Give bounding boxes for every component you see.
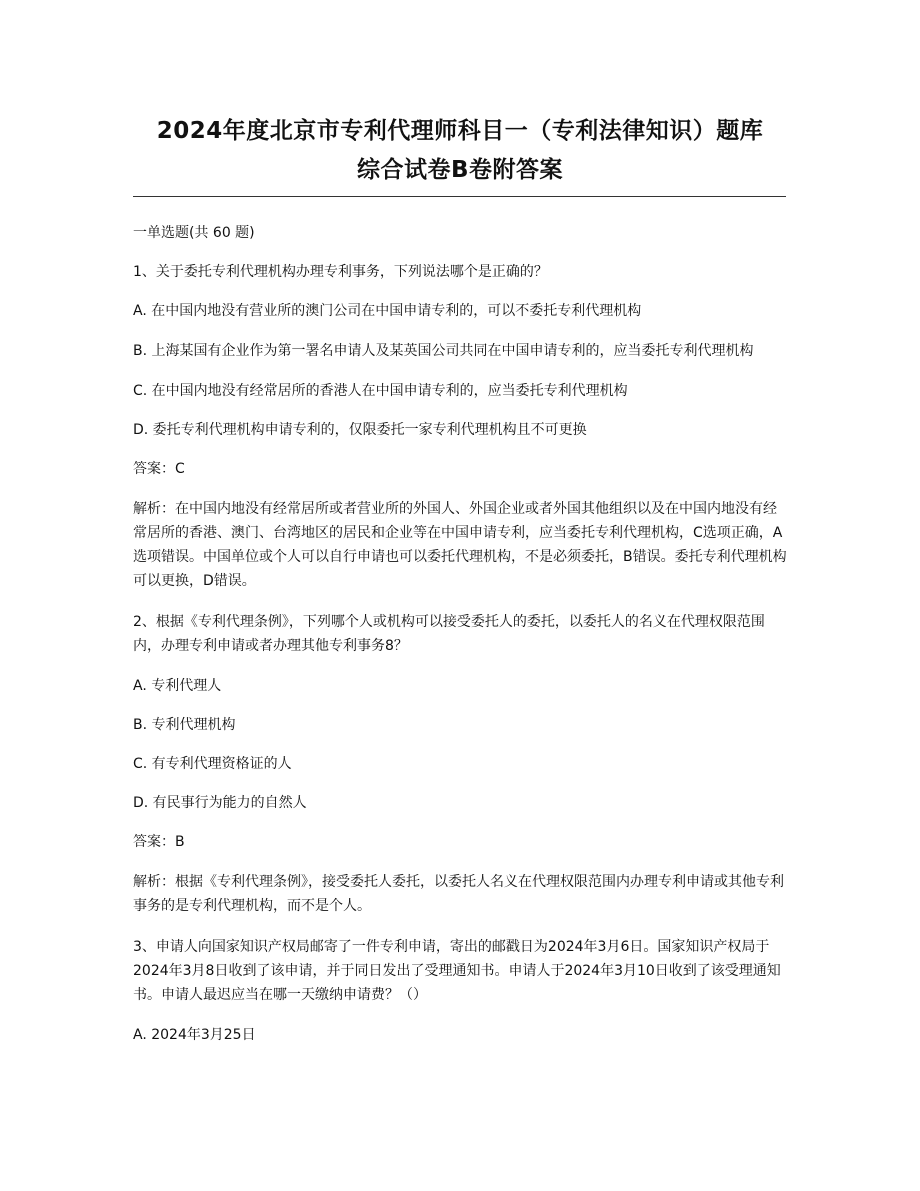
title-divider bbox=[133, 196, 786, 197]
question-1-stem: 1、关于委托专利代理机构办理专利事务，下列说法哪个是正确的？ bbox=[133, 264, 548, 280]
question-2-answer: 答案：B bbox=[133, 834, 185, 850]
question-3-stem: 3、申请人向国家知识产权局邮寄了一件专利申请，寄出的邮戳日为2024年3月6日。国家知识产权局于2024年3月8日收到了该申请，并于同日发出了受理通知书。申请人于2024年3月10日收到了该受理通知书。申请人最迟应当在哪一天缴纳申请费？（） bbox=[133, 939, 781, 1003]
question-1-option-c: C. 在中国内地没有经常居所的香港人在中国申请专利的，应当委托专利代理机构 bbox=[133, 383, 628, 399]
title-line-2: 综合试卷B卷附答案 bbox=[356, 157, 564, 183]
question-3-option-a: A. 2024年3月25日 bbox=[133, 1027, 256, 1043]
question-1-option-a: A. 在中国内地没有营业所的澳门公司在中国申请专利的，可以不委托专利代理机构 bbox=[133, 303, 642, 319]
question-2-option-b: B. 专利代理机构 bbox=[133, 717, 236, 733]
question-2-stem: 2、根据《专利代理条例》，下列哪个人或机构可以接受委托人的委托，以委托人的名义在代理权限范围内，办理专利申请或者办理其他专利事务8？ bbox=[133, 614, 765, 654]
question-2-option-c: C. 有专利代理资格证的人 bbox=[133, 756, 292, 772]
question-1-answer: 答案：C bbox=[133, 461, 185, 477]
question-2-analysis: 解析：根据《专利代理条例》，接受委托人委托，以委托人名义在代理权限范围内办理专利申请或其他专利事务的是专利代理机构，而不是个人。 bbox=[133, 874, 784, 914]
question-1-option-b: B. 上海某国有企业作为第一署名申请人及某英国公司共同在中国申请专利的，应当委托专利代理机构 bbox=[133, 343, 754, 359]
section-heading: 一单选题(共 60 题) bbox=[133, 225, 255, 241]
document-title bbox=[100, 112, 820, 190]
document-body bbox=[133, 222, 789, 1063]
question-1-analysis: 解析：在中国内地没有经常居所或者营业所的外国人、外国企业或者外国其他组织以及在中国内地没有经常居所的香港、澳门、台湾地区的居民和企业等在中国申请专利，应当委托专利代理机构，C选项正确，A选项错误。中国单位或个人可以自行申请也可以委托代理机构，不是必须委托，B错误。委托专利代理机构可以更换，D错误。 bbox=[133, 501, 787, 589]
title-line-1: 2024年度北京市专利代理师科目一（专利法律知识）题库 bbox=[156, 118, 764, 144]
question-1-option-d: D. 委托专利代理机构申请专利的，仅限委托一家专利代理机构且不可更换 bbox=[133, 422, 587, 438]
question-2-option-d: D. 有民事行为能力的自然人 bbox=[133, 795, 307, 811]
question-2-option-a: A. 专利代理人 bbox=[133, 678, 222, 694]
